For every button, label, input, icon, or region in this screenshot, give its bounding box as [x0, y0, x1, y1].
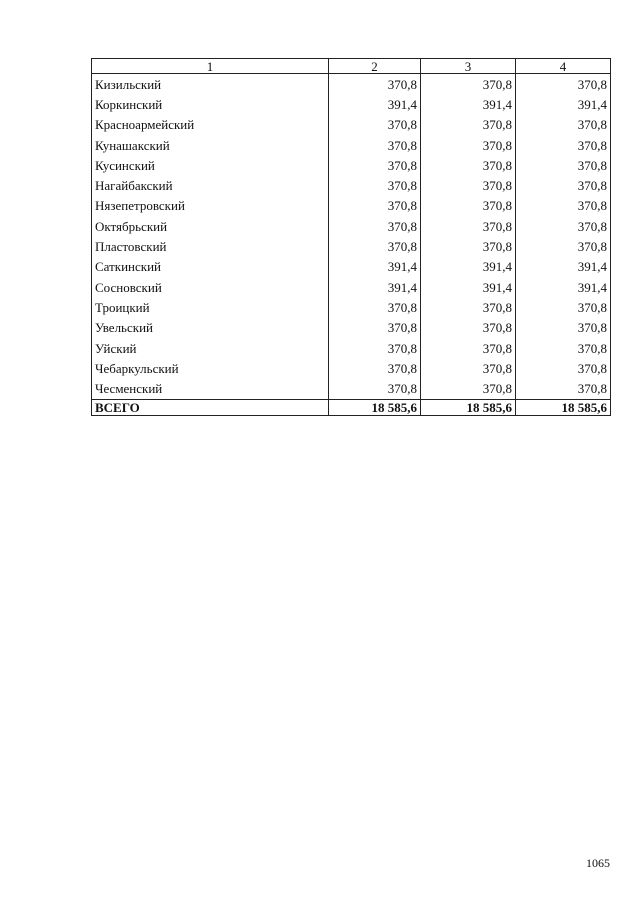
total-value-col3: 18 585,6 — [421, 399, 516, 415]
district-name: Увельский — [92, 318, 329, 338]
value-col4: 370,8 — [516, 236, 611, 256]
district-name: Кусинский — [92, 155, 329, 175]
value-col4: 370,8 — [516, 196, 611, 216]
value-col4: 370,8 — [516, 297, 611, 317]
table-row — [92, 297, 611, 317]
value-col3: 391,4 — [421, 277, 516, 297]
district-name: Пластовский — [92, 236, 329, 256]
value-col3: 391,4 — [421, 94, 516, 114]
column-header-4: 4 — [516, 59, 611, 74]
district-name: Красноармейский — [92, 115, 329, 135]
value-col2: 391,4 — [329, 257, 421, 277]
value-col3: 370,8 — [421, 358, 516, 378]
column-header-1: 1 — [92, 59, 329, 74]
value-col3: 391,4 — [421, 257, 516, 277]
total-row — [92, 399, 611, 415]
value-col3: 370,8 — [421, 135, 516, 155]
value-col2: 370,8 — [329, 297, 421, 317]
value-col4: 370,8 — [516, 135, 611, 155]
column-header-3: 3 — [421, 59, 516, 74]
page-number: 1065 — [586, 856, 610, 870]
district-name: Саткинский — [92, 257, 329, 277]
value-col4: 391,4 — [516, 277, 611, 297]
table-header — [92, 59, 611, 74]
value-col4: 370,8 — [516, 74, 611, 95]
district-name: Коркинский — [92, 94, 329, 114]
value-col2: 370,8 — [329, 74, 421, 95]
value-col3: 370,8 — [421, 115, 516, 135]
value-col2: 370,8 — [329, 135, 421, 155]
table-body — [92, 74, 611, 400]
value-col2: 370,8 — [329, 216, 421, 236]
table-row — [92, 74, 611, 95]
value-col2: 370,8 — [329, 338, 421, 358]
table-row — [92, 358, 611, 378]
value-col2: 370,8 — [329, 236, 421, 256]
district-name: Нязепетровский — [92, 196, 329, 216]
value-col3: 370,8 — [421, 338, 516, 358]
district-name: Чесменский — [92, 378, 329, 399]
table-row — [92, 216, 611, 236]
value-col2: 370,8 — [329, 175, 421, 195]
district-name: Сосновский — [92, 277, 329, 297]
value-col4: 370,8 — [516, 155, 611, 175]
value-col4: 370,8 — [516, 358, 611, 378]
value-col2: 391,4 — [329, 94, 421, 114]
district-table — [91, 58, 611, 416]
value-col3: 370,8 — [421, 297, 516, 317]
table-row — [92, 135, 611, 155]
district-name: Октябрьский — [92, 216, 329, 236]
value-col4: 370,8 — [516, 115, 611, 135]
table-footer — [92, 399, 611, 415]
value-col4: 370,8 — [516, 338, 611, 358]
district-name: Кизильский — [92, 74, 329, 95]
value-col4: 370,8 — [516, 216, 611, 236]
value-col3: 370,8 — [421, 175, 516, 195]
district-name: Нагайбакский — [92, 175, 329, 195]
header-row — [92, 59, 611, 74]
table-row — [92, 196, 611, 216]
district-name: Кунашакский — [92, 135, 329, 155]
table-row — [92, 318, 611, 338]
value-col3: 370,8 — [421, 318, 516, 338]
table-row — [92, 94, 611, 114]
value-col3: 370,8 — [421, 236, 516, 256]
table-row — [92, 277, 611, 297]
value-col4: 370,8 — [516, 378, 611, 399]
value-col2: 370,8 — [329, 358, 421, 378]
total-value-col2: 18 585,6 — [329, 399, 421, 415]
value-col2: 370,8 — [329, 155, 421, 175]
value-col4: 370,8 — [516, 318, 611, 338]
value-col3: 370,8 — [421, 378, 516, 399]
total-label: ВСЕГО — [92, 399, 329, 415]
column-header-2: 2 — [329, 59, 421, 74]
district-name: Троицкий — [92, 297, 329, 317]
table-row — [92, 257, 611, 277]
value-col4: 391,4 — [516, 257, 611, 277]
district-name: Чебаркульский — [92, 358, 329, 378]
total-value-col4: 18 585,6 — [516, 399, 611, 415]
value-col3: 370,8 — [421, 155, 516, 175]
table-row — [92, 378, 611, 399]
table-row — [92, 338, 611, 358]
value-col2: 391,4 — [329, 277, 421, 297]
district-name: Уйский — [92, 338, 329, 358]
table-row — [92, 236, 611, 256]
value-col4: 370,8 — [516, 175, 611, 195]
value-col2: 370,8 — [329, 196, 421, 216]
value-col3: 370,8 — [421, 216, 516, 236]
value-col4: 391,4 — [516, 94, 611, 114]
table-row — [92, 155, 611, 175]
value-col2: 370,8 — [329, 115, 421, 135]
value-col2: 370,8 — [329, 378, 421, 399]
value-col2: 370,8 — [329, 318, 421, 338]
value-col3: 370,8 — [421, 196, 516, 216]
table-row — [92, 175, 611, 195]
table-row — [92, 115, 611, 135]
value-col3: 370,8 — [421, 74, 516, 95]
